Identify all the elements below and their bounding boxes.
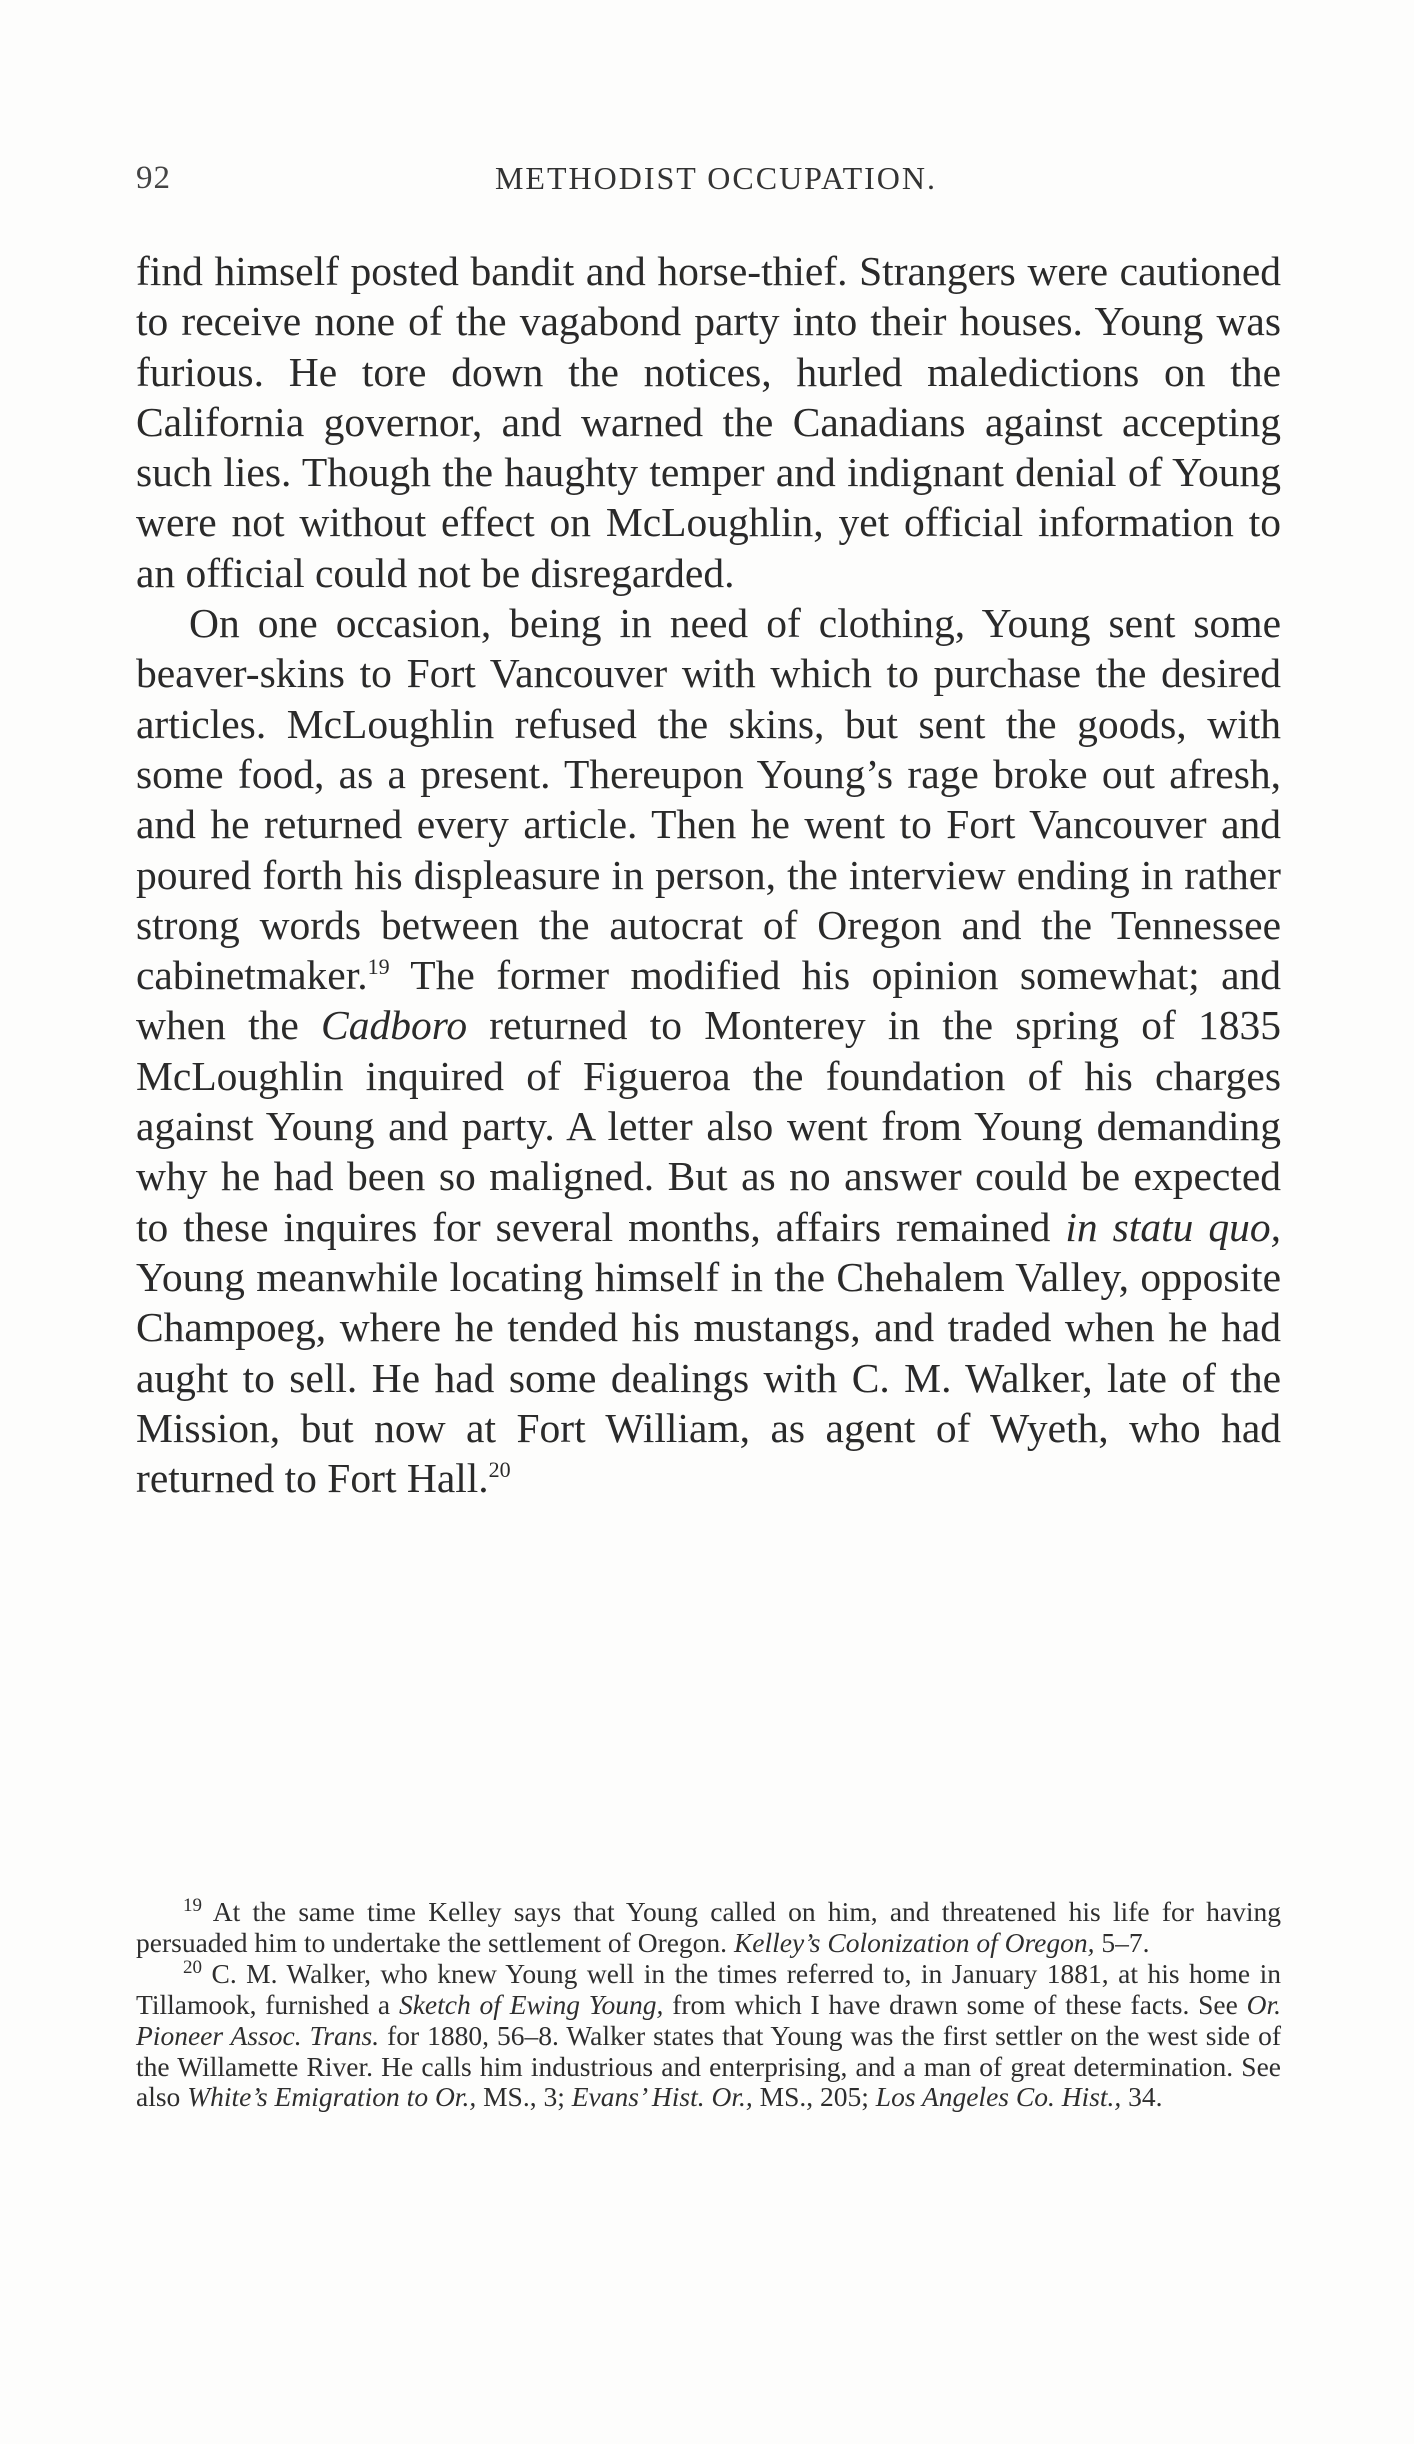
citation: Los Angeles Co. Hist., (875, 2081, 1122, 2113)
main-text (136, 246, 1281, 1503)
footnote-text: MS., 3; (476, 2081, 572, 2113)
footnote-text: 34. (1121, 2081, 1163, 2113)
footnote-ref-19: 19 (367, 954, 390, 980)
footnotes (136, 1897, 1281, 2113)
citation: Sketch of Ewing Young, (398, 1988, 664, 2020)
paragraph-text: find himself posted bandit and horse-thief. Strangers were cautioned to receive none of the vagabond party into their houses. Young was furious. He tore down the notices, hurled maledictions on the California governor, and warned the Canadians against accepting such lies. Though the haughty temper and indignant denial of Young were not without effect on McLoughlin, yet official information to an official could not be disregarded. (136, 248, 1281, 596)
footnote-text: At the same time Kelley says that Young called on him, and threatened his life for having persuaded him to undertake the settlement of Oregon. (136, 1896, 1281, 1958)
footnote-19 (136, 1897, 1281, 1959)
footnote-marker: 20 (183, 1956, 202, 1978)
footnote-ref-20: 20 (488, 1457, 511, 1483)
footnote-text: for 1880, 56–8. Walker states that Young was the first settler on the west side of the Willamette River. He calls him industrious and enterprising, and a man of great determination. See also (136, 2019, 1281, 2113)
page-number: 92 (136, 160, 171, 196)
footnote-text: C. M. Walker, who knew Young well in the times referred to, in January 1881, at his home in Tillamook, furnished a (136, 1957, 1281, 2020)
citation: White’s Emigration to Or., (187, 2081, 477, 2113)
paragraph-text: Young meanwhile locating himself in the Chehalem Valley, opposite Champoeg, where he tended his mustangs, and traded when he had aught to sell. He had some dealings with C. M. Walker, late of the Mission, but now at Fort William, as agent of Wyeth, who had returned to Fort Hall. (136, 1253, 1281, 1502)
citation: Kelley’s Colonization of Oregon, (733, 1926, 1095, 1958)
footnote-text: MS., 205; (752, 2081, 876, 2113)
paragraph-text: The former modified his opinion somewhat; and when the (136, 952, 1281, 1049)
citation: Evans’ Hist. Or., (571, 2081, 753, 2113)
citation: Or. Pioneer Assoc. Trans. (136, 1988, 1282, 2051)
running-head: METHODIST OCCUPATION. (494, 160, 938, 196)
page-header (136, 160, 1296, 200)
footnote-20 (136, 1956, 1282, 2114)
footnote-marker: 19 (183, 1895, 202, 1916)
latin-phrase: in statu quo, (1065, 1203, 1281, 1250)
paragraph-text: On one occasion, being in need of clothing, Young sent some beaver-skins to Fort Vancouver with which to purchase the desired articles. McLoughlin refused the skins, but sent the goods, with some food, as a present. Thereupon Young’s rage broke out afresh, and he returned every article. Then he went to Fort Vancouver and poured forth his displeasure in person, the interview ending in rather strong words between the autocrat of Oregon and the Tennessee cabinetmaker. (136, 600, 1281, 999)
paragraph-occasion (136, 598, 1281, 1503)
footnote-text: 5–7. (1094, 1926, 1150, 1958)
paragraph-continued (136, 246, 1281, 598)
paragraph-text: returned to Monterey in the spring of 1835 McLoughlin inquired of Figueroa the foundation of his charges against Young and party. A letter also went from Young demanding why he had been so maligned. But as no answer could be expected to these inquires for several months, affairs remained (136, 1002, 1281, 1250)
footnote-text: from which I have drawn some of these facts. See (663, 1988, 1247, 2020)
ship-name: Cadboro (321, 1002, 468, 1049)
